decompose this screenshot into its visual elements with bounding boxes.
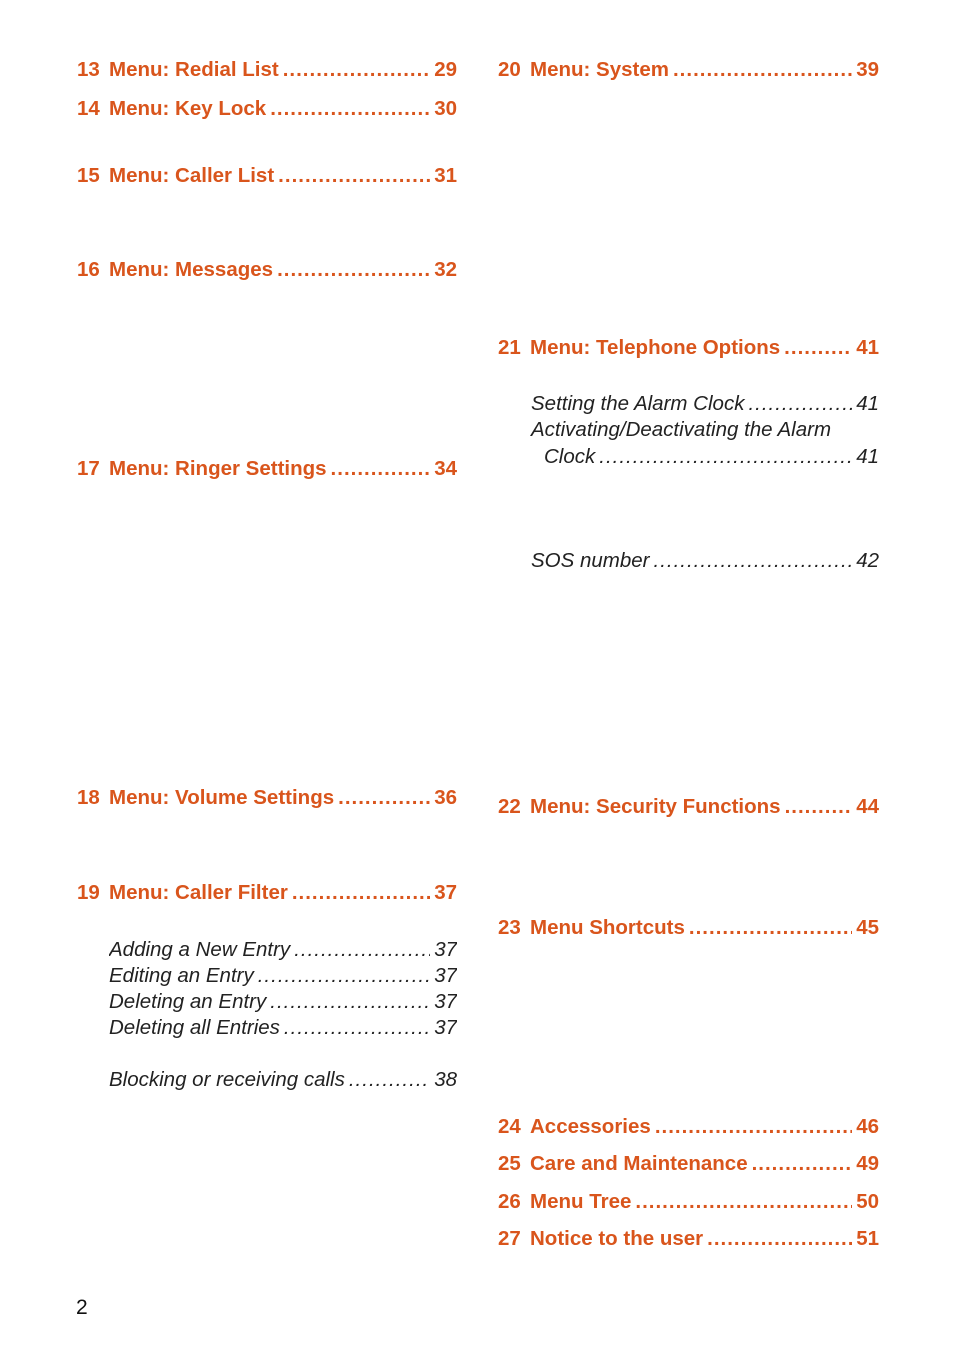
toc-entry-title: Menu Shortcuts	[530, 916, 685, 939]
toc-entry-14[interactable]	[77, 97, 457, 121]
toc-subentry-page: 41	[856, 445, 879, 468]
toc-entry-page: 34	[434, 457, 457, 480]
toc-entry-title: Menu: Caller Filter	[109, 881, 288, 904]
toc-entry-page: 44	[856, 795, 879, 818]
toc-entry-title: Menu: Telephone Options	[530, 336, 781, 359]
toc-entry-number: 13	[77, 58, 100, 81]
toc-subentry-page: 41	[856, 392, 879, 415]
toc-subentry-title: Deleting an Entry	[109, 990, 267, 1013]
toc-entry-page: 39	[856, 58, 879, 81]
dot-leader	[673, 58, 852, 82]
toc-subentry-page: 37	[434, 1016, 457, 1039]
toc-entry-title: Notice to the user	[530, 1227, 704, 1250]
toc-subentry-blocking-calls[interactable]	[109, 1068, 457, 1092]
toc-entry-number: 20	[498, 58, 521, 81]
toc-entry-number: 25	[498, 1152, 521, 1175]
toc-entry-27[interactable]	[498, 1227, 879, 1251]
toc-entry-20[interactable]	[498, 58, 879, 82]
toc-entry-15[interactable]	[77, 164, 457, 188]
toc-entry-number: 14	[77, 97, 100, 120]
dot-leader	[349, 1068, 430, 1092]
toc-entry-13[interactable]	[77, 58, 457, 82]
toc-entry-number: 17	[77, 457, 100, 480]
dot-leader	[284, 1016, 430, 1040]
toc-entry-page: 46	[856, 1115, 879, 1138]
toc-subentry-title: Adding a New Entry	[109, 938, 291, 961]
toc-entry-title: Menu Tree	[530, 1190, 632, 1213]
toc-entry-25[interactable]	[498, 1152, 879, 1176]
toc-entry-number: 23	[498, 916, 521, 939]
toc-entry-17[interactable]	[77, 457, 457, 481]
dot-leader	[277, 258, 430, 282]
toc-entry-page: 29	[434, 58, 457, 81]
toc-entry-title: Menu: Key Lock	[109, 97, 267, 120]
dot-leader	[635, 1190, 852, 1214]
page-number: 2	[76, 1296, 88, 1319]
dot-leader	[655, 1115, 852, 1139]
toc-entry-page: 32	[434, 258, 457, 281]
toc-entry-title: Care and Maintenance	[530, 1152, 748, 1175]
toc-entry-21[interactable]	[498, 336, 879, 360]
toc-subentry-title: Blocking or receiving calls	[109, 1068, 345, 1091]
toc-entry-title: Menu: Messages	[109, 258, 274, 281]
toc-subentry-page: 37	[434, 964, 457, 987]
toc-entry-page: 50	[856, 1190, 879, 1213]
toc-entry-16[interactable]	[77, 258, 457, 282]
toc-entry-22[interactable]	[498, 795, 879, 819]
toc-entry-page: 36	[434, 786, 457, 809]
toc-subentry-activating-alarm-line1[interactable]: Activating/Deactivating the Alarm	[531, 418, 832, 441]
dot-leader	[278, 164, 430, 188]
dot-leader	[707, 1227, 852, 1251]
dot-leader	[689, 916, 852, 940]
toc-entry-23[interactable]	[498, 916, 879, 940]
toc-entry-number: 21	[498, 336, 521, 359]
toc-entry-page: 51	[856, 1227, 879, 1250]
toc-entry-24[interactable]	[498, 1115, 879, 1139]
toc-subentry-deleting-all[interactable]	[109, 1016, 457, 1040]
toc-entry-page: 49	[856, 1152, 879, 1175]
toc-subentry-page: 37	[434, 990, 457, 1013]
toc-subentry-activating-alarm-line2[interactable]	[544, 445, 879, 469]
toc-entry-page: 45	[856, 916, 879, 939]
toc-entry-number: 18	[77, 786, 100, 809]
toc-subentry-title: Setting the Alarm Clock	[531, 392, 745, 415]
toc-entry-number: 19	[77, 881, 100, 904]
toc-entry-page: 41	[856, 336, 879, 359]
dot-leader	[338, 786, 430, 810]
toc-entry-page: 31	[434, 164, 457, 187]
toc-entry-title: Menu: Redial List	[109, 58, 279, 81]
toc-entry-number: 24	[498, 1115, 521, 1138]
dot-leader	[599, 445, 852, 469]
toc-entry-title: Menu: System	[530, 58, 669, 81]
dot-leader	[270, 97, 430, 121]
toc-subentry-page: 42	[856, 549, 879, 572]
dot-leader	[283, 58, 430, 82]
toc-subentry-title: Deleting all Entries	[109, 1016, 280, 1039]
toc-entry-number: 22	[498, 795, 521, 818]
toc-subentry-sos-number[interactable]	[531, 549, 879, 573]
toc-entry-number: 26	[498, 1190, 521, 1213]
toc-subentry-page: 38	[434, 1068, 457, 1091]
toc-entry-page: 30	[434, 97, 457, 120]
dot-leader	[784, 336, 852, 360]
toc-subentry-page: 37	[434, 938, 457, 961]
toc-subentry-deleting-entry[interactable]	[109, 990, 457, 1014]
toc-entry-title: Menu: Ringer Settings	[109, 457, 327, 480]
toc-entry-title: Menu: Volume Settings	[109, 786, 335, 809]
toc-entry-title: Accessories	[530, 1115, 651, 1138]
toc-entry-number: 27	[498, 1227, 521, 1250]
dot-leader	[748, 392, 852, 416]
toc-entry-page: 37	[434, 881, 457, 904]
dot-leader	[752, 1152, 853, 1176]
dot-leader	[785, 795, 853, 819]
dot-leader	[331, 457, 431, 481]
toc-subentry-title: Editing an Entry	[109, 964, 254, 987]
dot-leader	[270, 990, 430, 1014]
toc-entry-26[interactable]	[498, 1190, 879, 1214]
dot-leader	[654, 549, 853, 573]
toc-subentry-editing-entry[interactable]	[109, 964, 457, 988]
dot-leader	[258, 964, 430, 988]
dot-leader	[292, 881, 430, 905]
toc-entry-title: Menu: Caller List	[109, 164, 275, 187]
toc-subentry-alarm-clock[interactable]	[531, 392, 879, 416]
toc-subentry-title: SOS number	[531, 549, 650, 572]
toc-subentry-title: Clock	[544, 445, 596, 468]
dot-leader	[294, 938, 430, 962]
toc-subentry-adding-entry[interactable]	[109, 938, 457, 962]
toc-entry-19[interactable]	[77, 881, 457, 905]
toc-entry-title: Menu: Security Functions	[530, 795, 781, 818]
toc-entry-number: 15	[77, 164, 100, 187]
toc-entry-number: 16	[77, 258, 100, 281]
toc-entry-18[interactable]	[77, 786, 457, 810]
